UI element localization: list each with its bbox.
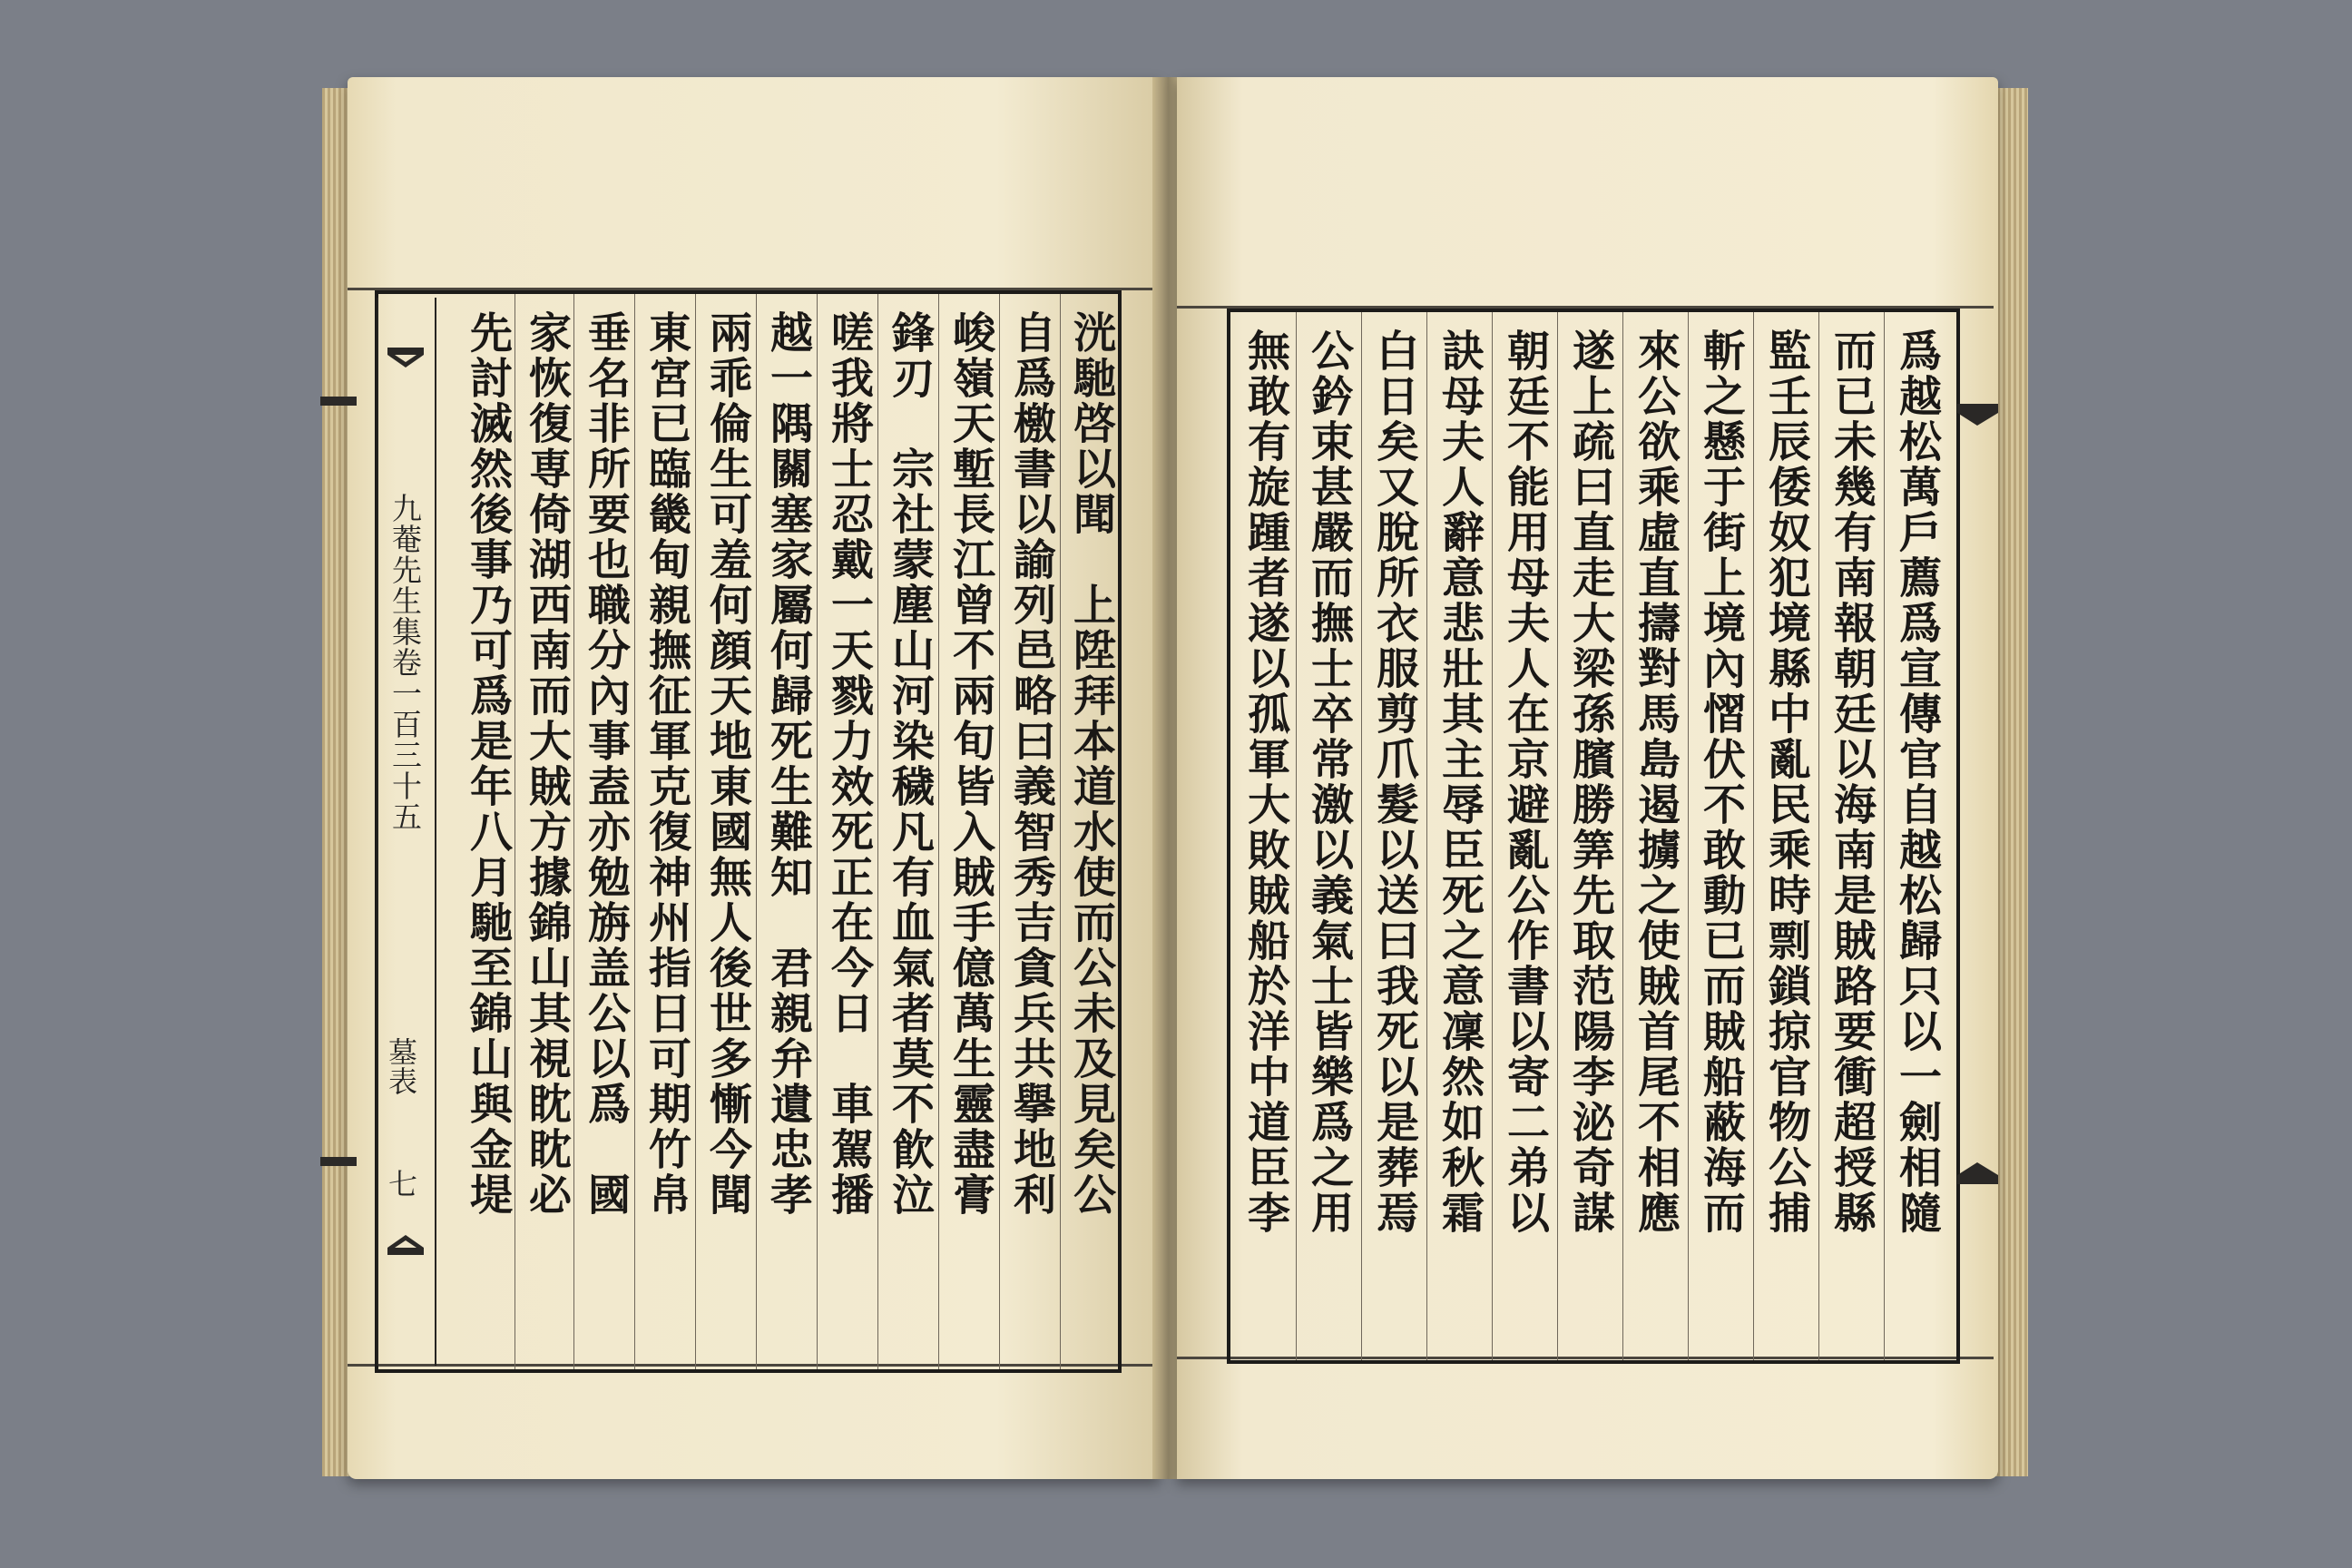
left-column-9: 垂名非所要也職分內事盍亦勉旃盖公以爲 國 bbox=[581, 310, 631, 1218]
right-page bbox=[1177, 77, 1998, 1479]
column-rule bbox=[1060, 294, 1061, 1369]
column-rule bbox=[1818, 312, 1819, 1360]
fish-tail-mark-bottom bbox=[387, 1228, 424, 1255]
fish-tail-mark-right-bottom bbox=[1957, 1157, 1998, 1184]
column-rule bbox=[1688, 312, 1689, 1360]
right-column-1: 爲越松萬戶薦爲宣傳官自越松歸只以一劍相隨 bbox=[1892, 328, 1942, 1236]
right-column-2: 而已未幾有南報朝廷以海南是賊路要衝超授縣 bbox=[1827, 328, 1877, 1236]
left-column-6: 越一隅關塞家屬何歸死生難知 君親弁遺忠孝 bbox=[763, 310, 813, 1218]
column-rule bbox=[1361, 312, 1362, 1360]
left-column-2: 自爲檄書以諭列邑略曰義智秀吉貪兵共擧地利 bbox=[1006, 310, 1056, 1218]
right-column-7: 朝廷不能用母夫人在京避亂公作書以寄二弟以 bbox=[1500, 328, 1550, 1236]
column-rule bbox=[1557, 312, 1558, 1360]
right-column-5: 來公欲乘虛直擣對馬島遏擄之使賊首尾不相應 bbox=[1631, 328, 1681, 1236]
fish-tail-mark-right-top bbox=[1957, 404, 1998, 431]
column-rule bbox=[514, 294, 515, 1369]
left-column-8: 東宮已臨畿甸親撫征軍克復神州指日可期竹帛 bbox=[642, 310, 691, 1218]
column-rule bbox=[573, 294, 574, 1369]
column-rule bbox=[1492, 312, 1493, 1360]
column-rule bbox=[1426, 312, 1427, 1360]
book-title: 九菴先生集卷一百三十五 bbox=[387, 493, 423, 832]
column-rule bbox=[938, 294, 939, 1369]
page-number: 七 bbox=[384, 1169, 418, 1198]
left-column-10: 家恢復専倚湖西南而大賊方據錦山其視眈眈必 bbox=[522, 310, 572, 1218]
right-column-3: 監壬辰倭奴犯境縣中亂民乘時剽鎖掠官物公捕 bbox=[1761, 328, 1811, 1236]
left-column-7: 兩乖倫生可羞何顔天地東國無人後世多慚今聞 bbox=[702, 310, 752, 1218]
right-column-4: 斬之懸于街上境內慴伏不敢動已而賊船蔽海而 bbox=[1696, 328, 1746, 1236]
open-book bbox=[322, 77, 2042, 1497]
column-rule bbox=[999, 294, 1000, 1369]
right-column-9: 白日矣又脫所衣服剪爪髮以送曰我死以是葬焉 bbox=[1369, 328, 1419, 1236]
binding-thread-top-left bbox=[320, 397, 357, 406]
column-rule bbox=[1884, 312, 1885, 1360]
left-column-11: 先討滅然後事乃可爲是年八月馳至錦山與金堤 bbox=[463, 310, 513, 1218]
section-label: 墓表 bbox=[384, 1037, 418, 1095]
left-column-1: 洸馳啓以聞 上陞拜本道水使而公未及見矣公 bbox=[1066, 310, 1116, 1218]
right-text-frame bbox=[1227, 309, 1960, 1364]
column-rule bbox=[1753, 312, 1754, 1360]
left-page bbox=[348, 77, 1160, 1479]
right-column-11: 無敢有旋踵者遂以孤軍大敗賊船於洋中道臣李 bbox=[1240, 328, 1290, 1236]
center-margin-column bbox=[377, 298, 436, 1366]
column-rule bbox=[1622, 312, 1623, 1360]
fish-tail-mark-top bbox=[387, 348, 424, 375]
column-rule bbox=[695, 294, 696, 1369]
left-text-frame bbox=[375, 290, 1122, 1373]
left-column-5: 嗟我將士忍戴一天戮力效死正在今日 車駕播 bbox=[824, 310, 874, 1218]
column-rule bbox=[877, 294, 878, 1369]
right-column-10: 公鈐束甚嚴而撫士卒常激以義氣士皆樂爲之用 bbox=[1304, 328, 1354, 1236]
binding-thread-bottom-left bbox=[320, 1157, 357, 1166]
left-column-3: 峻嶺天塹長江曾不兩旬皆入賊手億萬生靈盡膏 bbox=[946, 310, 995, 1218]
right-column-8: 訣母夫人辭意悲壯其主辱臣死之意凜然如秋霜 bbox=[1435, 328, 1485, 1236]
column-rule bbox=[756, 294, 757, 1369]
left-column-4: 鋒刃 宗社蒙塵山河染穢凡有血氣者莫不飮泣 bbox=[885, 310, 935, 1218]
column-rule bbox=[634, 294, 635, 1369]
column-rule bbox=[817, 294, 818, 1369]
column-rule bbox=[1296, 312, 1297, 1360]
right-column-6: 遂上疏曰直走大梁孫臏勝筭先取范陽李泌奇謀 bbox=[1565, 328, 1615, 1236]
